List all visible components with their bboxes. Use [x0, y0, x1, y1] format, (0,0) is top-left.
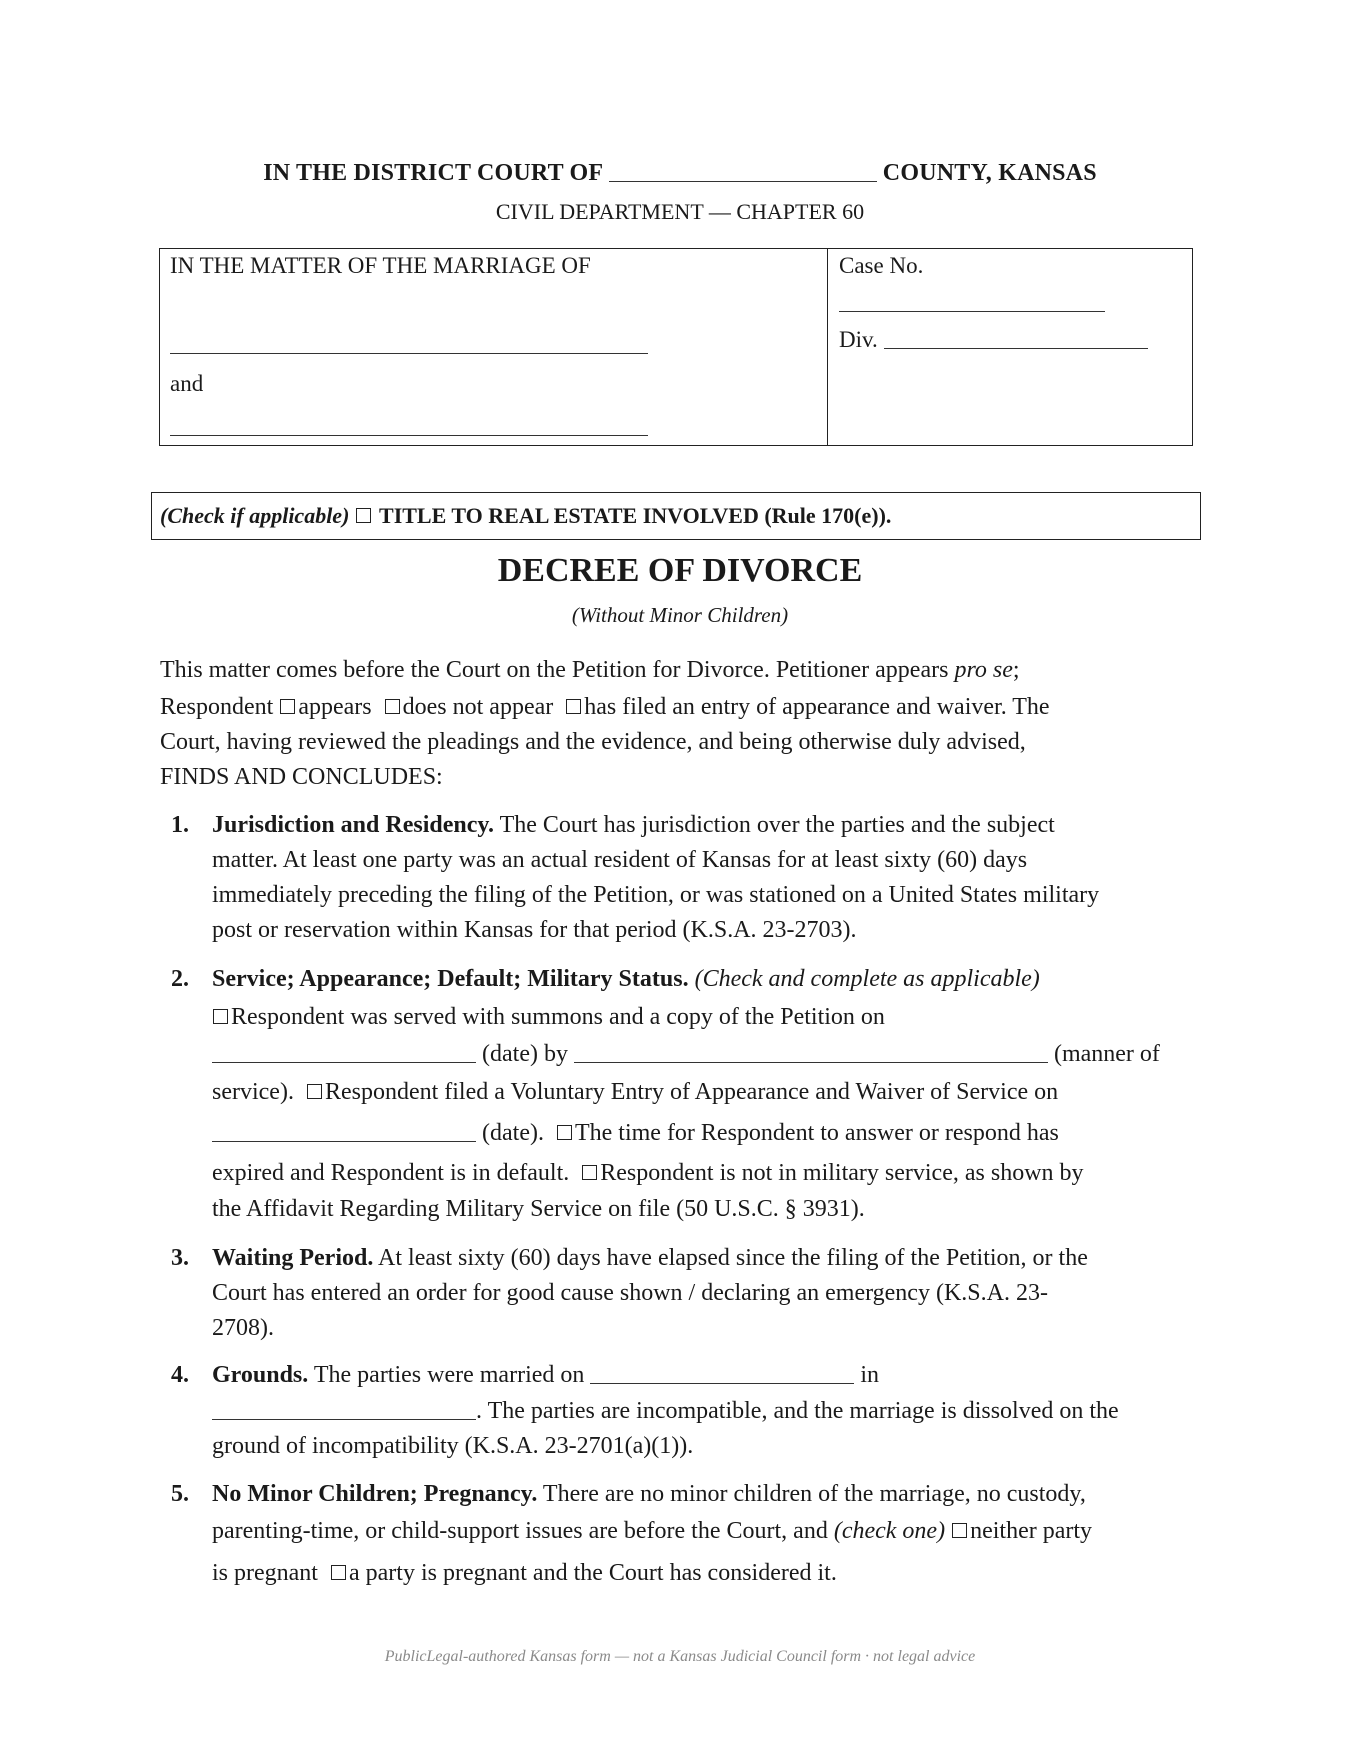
item-5-line-2: parenting-time, or child-support issues are before the Court, and (check one) neither party: [212, 1518, 1093, 1544]
item-1-number: 1.: [171, 812, 189, 838]
item-2-line-1: Service; Appearance; Default; Military Status. (Check and complete as applicable): [212, 966, 1040, 992]
does-not-appear-checkbox[interactable]: [385, 699, 400, 714]
service-date-blank[interactable]: [212, 1042, 476, 1063]
case-caption-box: [159, 248, 1193, 446]
item-2-line-7: the Affidavit Regarding Military Service on file (50 U.S.C. § 3931).: [212, 1196, 865, 1222]
real-estate-box: [151, 492, 1201, 540]
real-estate-checkbox[interactable]: [356, 508, 371, 523]
document-title: DECREE OF DIVORCE: [497, 552, 863, 589]
div-blank[interactable]: [884, 328, 1148, 349]
appears-checkbox[interactable]: [280, 699, 295, 714]
and-label: and: [170, 371, 204, 396]
item-2-number: 2.: [171, 966, 189, 992]
real-estate-label: TITLE TO REAL ESTATE INVOLVED (Rule 170(e)).: [379, 503, 892, 528]
item-2-line-3: (date) by (manner of: [212, 1041, 1160, 1068]
neither-pregnant-checkbox[interactable]: [952, 1523, 967, 1538]
item-1-line-4: post or reservation within Kansas for that period (K.S.A. 23-2703).: [212, 917, 857, 943]
caption-case-info: [828, 249, 1192, 445]
caption-parties: [160, 249, 828, 445]
form-disclaimer-footer: PublicLegal-authored Kansas form — not a Kansas Judicial Council form · not legal advice: [384, 1648, 976, 1665]
check-if-applicable-label: (Check if applicable): [160, 503, 350, 528]
intro-line-1: This matter comes before the Court on the Petition for Divorce. Petitioner appears pro se;: [160, 657, 1020, 683]
intro-line-3: Court, having reviewed the pleadings and the evidence, and being otherwise duly advised,: [160, 729, 1026, 755]
div-line: Div.: [839, 327, 1148, 353]
marriage-place-blank[interactable]: [212, 1399, 476, 1420]
item-5-line-3: is pregnant a party is pregnant and the Court has considered it.: [212, 1560, 837, 1586]
intro-line-4: FINDS AND CONCLUDES:: [160, 764, 443, 790]
voluntary-entry-date-blank[interactable]: [212, 1121, 476, 1142]
entry-of-appearance-checkbox[interactable]: [566, 699, 581, 714]
military-status-checkbox[interactable]: [582, 1165, 597, 1180]
marriage-date-blank[interactable]: [590, 1363, 854, 1384]
item-5-number: 5.: [171, 1481, 189, 1507]
matter-label: IN THE MATTER OF THE MARRIAGE OF: [170, 253, 591, 278]
document-subtitle: (Without Minor Children): [571, 603, 789, 627]
party-one-blank[interactable]: [170, 333, 648, 354]
item-2-line-5: (date). The time for Respondent to answer or respond has: [212, 1120, 1059, 1147]
department-line: CIVIL DEPARTMENT — CHAPTER 60: [495, 199, 865, 224]
case-no-blank[interactable]: [839, 291, 1105, 312]
item-3-line-2: Court has entered an order for good cause shown / declaring an emergency (K.S.A. 23-: [212, 1280, 1048, 1306]
item-5-line-1: No Minor Children; Pregnancy. There are no minor children of the marriage, no custody,: [212, 1481, 1086, 1507]
item-1-line-3: immediately preceding the filing of the Petition, or was stationed on a United States military: [212, 882, 1100, 908]
item-3-number: 3.: [171, 1245, 189, 1271]
county-blank[interactable]: [609, 161, 877, 182]
item-3-line-3: 2708).: [212, 1315, 274, 1341]
served-checkbox[interactable]: [213, 1009, 228, 1024]
item-4-number: 4.: [171, 1362, 189, 1388]
case-no-label: Case No.: [839, 253, 924, 278]
item-3-line-1: Waiting Period. At least sixty (60) days have elapsed since the filing of the Petition, or the: [212, 1245, 1088, 1271]
item-4-line-3: ground of incompatibility (K.S.A. 23-2701(a)(1)).: [212, 1433, 694, 1459]
time-expired-checkbox[interactable]: [557, 1125, 572, 1140]
intro-line-2: Respondent appears does not appear has filed an entry of appearance and waiver. The: [160, 694, 1050, 720]
item-4-line-1: Grounds. The parties were married on in: [212, 1362, 880, 1388]
party-pregnant-checkbox[interactable]: [331, 1565, 346, 1580]
court-heading: IN THE DISTRICT COURT OF COUNTY, KANSAS: [263, 160, 1097, 186]
party-two-blank[interactable]: [170, 415, 648, 436]
item-1-line-2: matter. At least one party was an actual resident of Kansas for at least sixty (60) days: [212, 847, 1028, 873]
manner-of-service-blank[interactable]: [574, 1042, 1048, 1063]
item-2-line-2: Respondent was served with summons and a copy of the Petition on: [212, 1004, 885, 1031]
item-2-line-4: service). Respondent filed a Voluntary Entry of Appearance and Waiver of Service on: [212, 1079, 1059, 1105]
item-2-line-6: expired and Respondent is in default. Respondent is not in military service, as shown by: [212, 1160, 1084, 1186]
voluntary-entry-checkbox[interactable]: [307, 1084, 322, 1099]
item-4-line-2: . The parties are incompatible, and the marriage is dissolved on the: [212, 1398, 1119, 1425]
item-1-line-1: Jurisdiction and Residency. The Court has jurisdiction over the parties and the subject: [212, 812, 1055, 838]
